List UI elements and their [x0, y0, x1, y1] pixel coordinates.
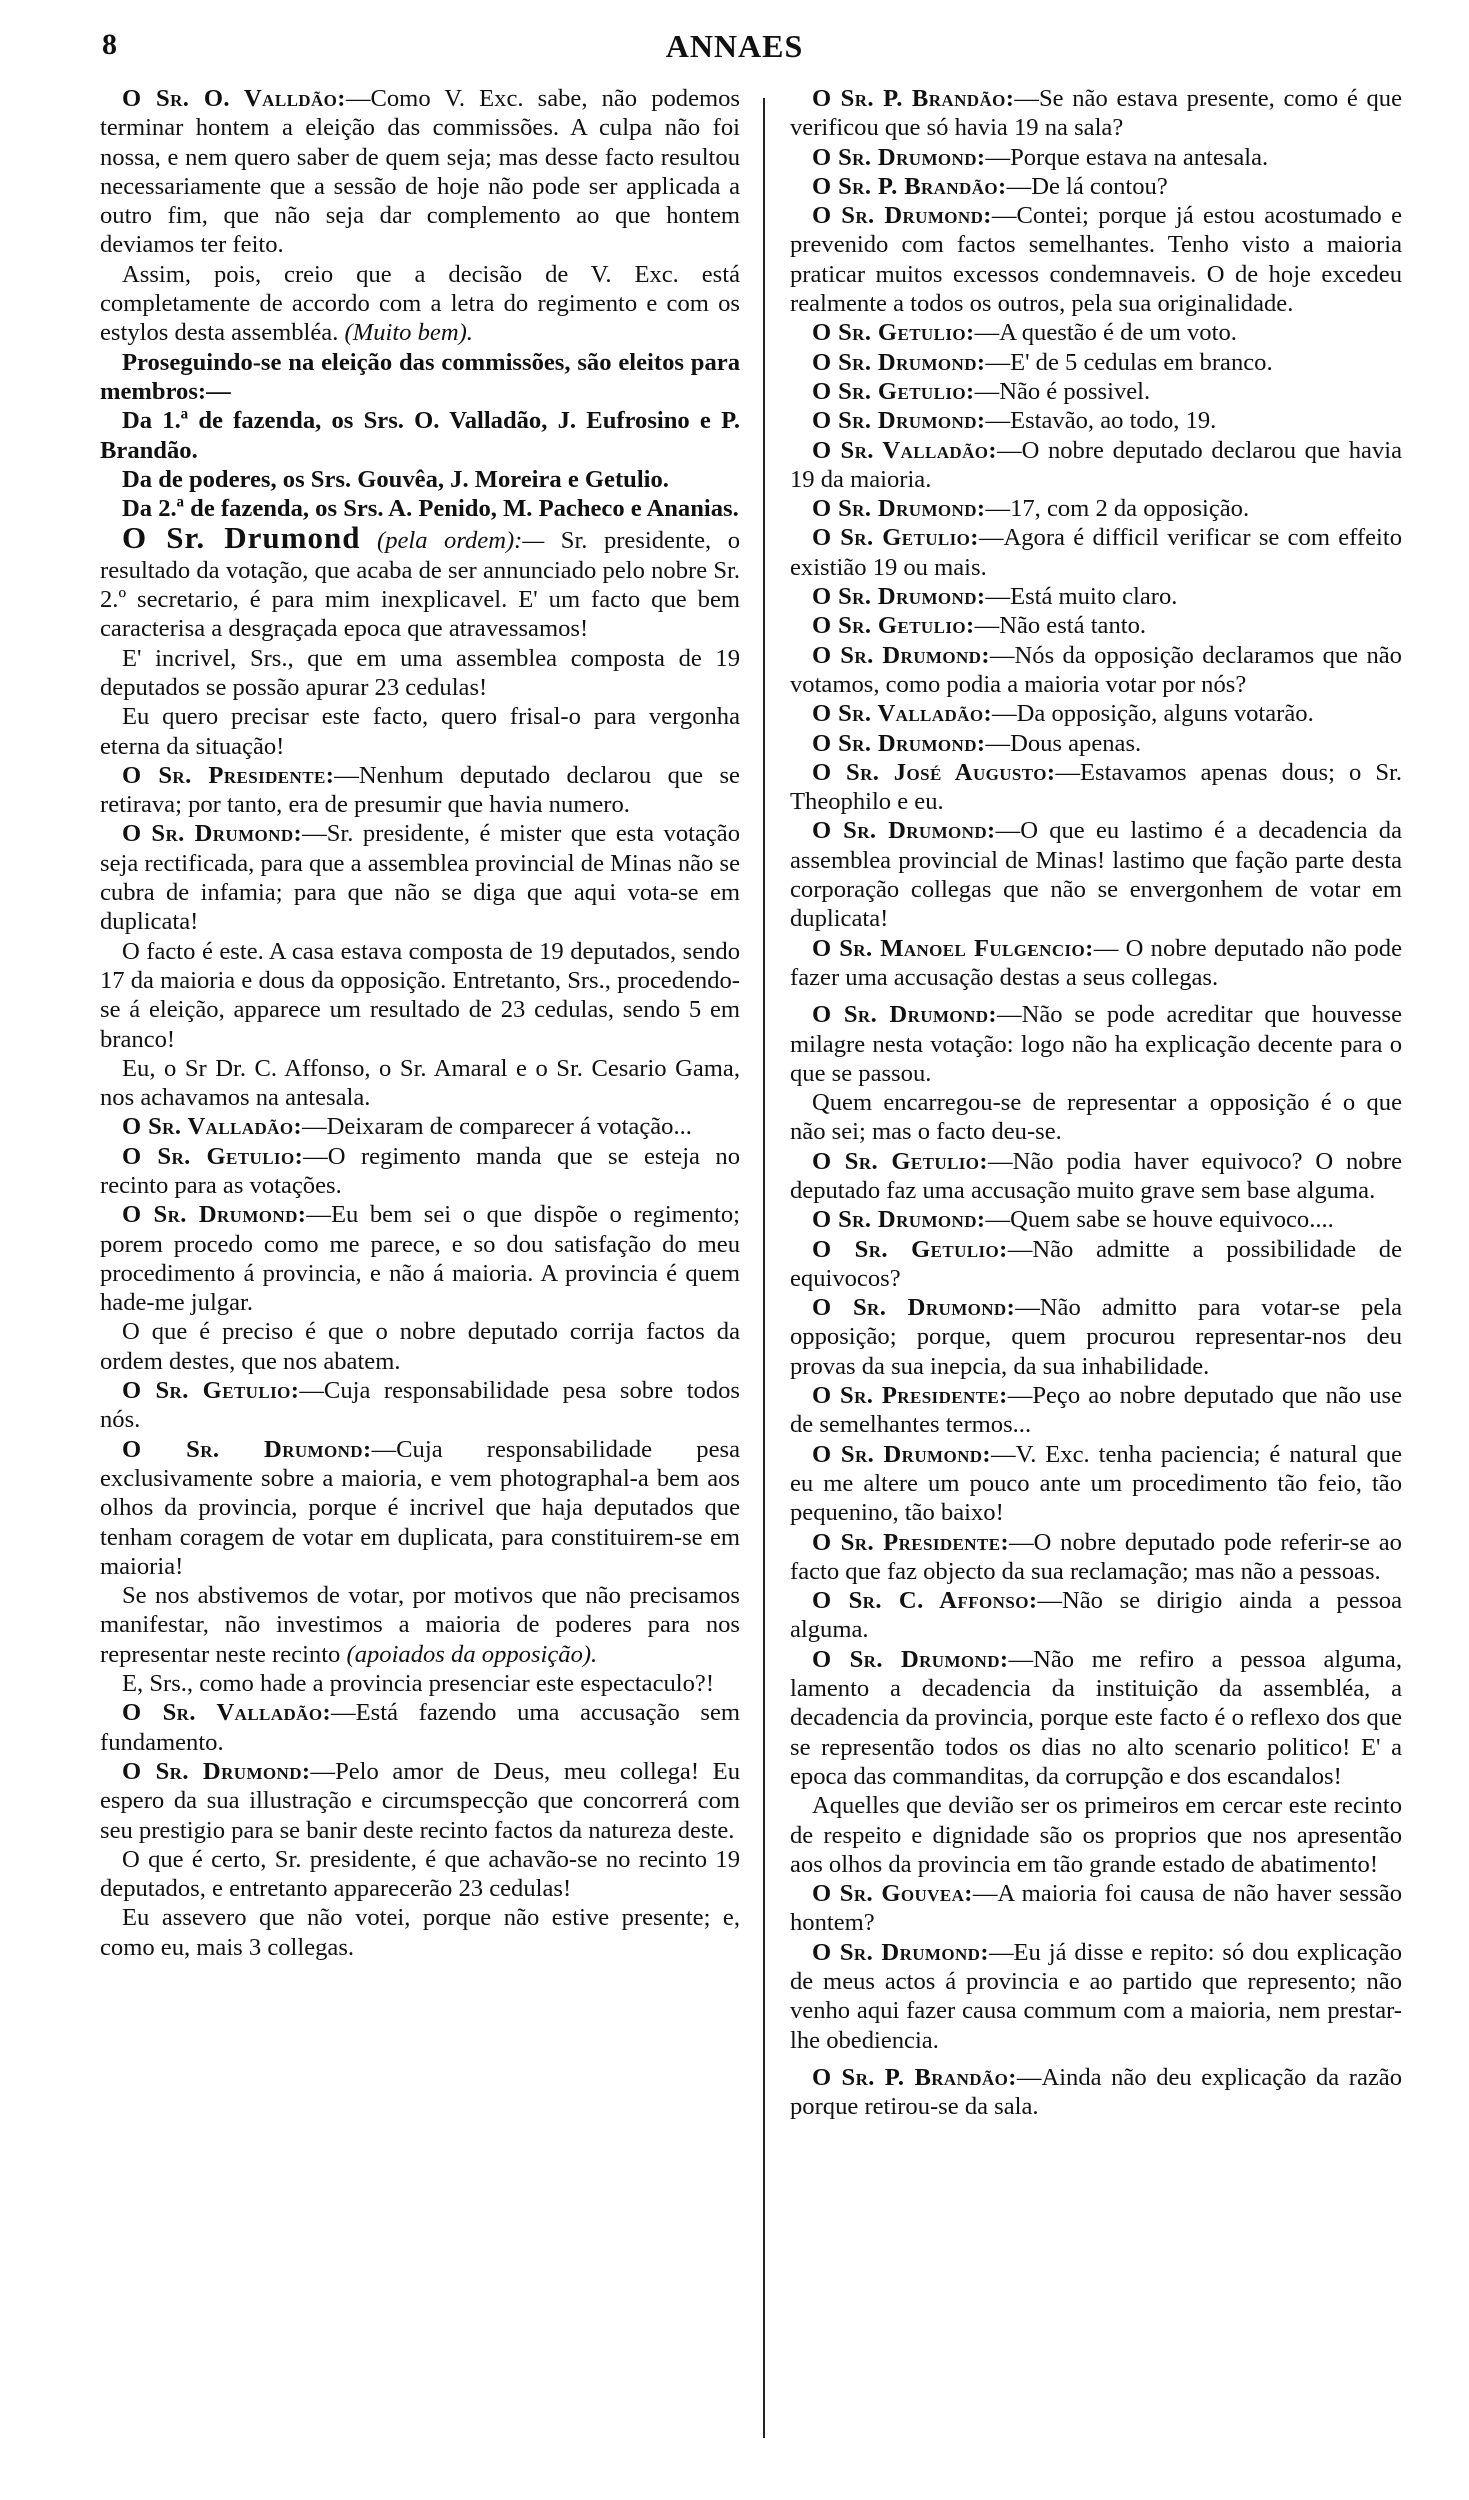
left-column — [100, 84, 740, 1962]
speaker-name: O Sr. Getulio: — [122, 1142, 304, 1170]
speaker-name: O Sr. Drumond: — [812, 348, 986, 376]
speaker-name: O Sr. Drumond: — [122, 1201, 307, 1229]
speech-text: E' incrivel, Srs., que em uma assemblea composta de 19 deputados se possão apurar 23 cedulas! — [100, 644, 740, 701]
paragraph — [100, 1698, 740, 1757]
paragraph — [790, 1293, 1402, 1381]
speaker-name: O Sr. Drumond: — [122, 1757, 311, 1785]
paragraph — [790, 1000, 1402, 1088]
speaker-name: O Sr. Presidente: — [812, 1528, 1010, 1556]
paragraph — [790, 729, 1402, 758]
speaker-name: O Sr. Drumond: — [812, 143, 986, 171]
paragraph — [790, 318, 1402, 347]
paragraph — [100, 1200, 740, 1317]
speaker-name: O Sr. Drumond: — [122, 1435, 372, 1463]
speaker-name: O Sr. Getulio: — [812, 524, 979, 552]
paragraph — [100, 260, 740, 348]
paragraph — [790, 1791, 1402, 1879]
speaker-name: O Sr. Drumond: — [812, 583, 986, 611]
paragraph — [790, 494, 1402, 523]
paragraph — [790, 406, 1402, 435]
speech-text: —Estavão, ao todo, 19. — [985, 407, 1217, 435]
speech-text: —O regimento manda que se esteja no recinto para as votações. — [100, 1142, 740, 1199]
speaker-name: O Sr. P. Brandão: — [812, 172, 1007, 200]
speech-text: Eu, o Sr Dr. C. Affonso, o Sr. Amaral e o Sr. Cesario Gama, nos achavamos na antesala. — [100, 1054, 740, 1112]
paragraph — [100, 1112, 740, 1141]
speech-text: —Não admitto para votar-se pela opposição; porque, quem procurou representar-nos deu provas da sua inepcia, da sua inhabilidade. — [790, 1294, 1402, 1380]
speech-text: Assim, pois, creio que a decisão de V. Exc. está completamente de accordo com a letra do regimento e com os estylos desta assembléa. — [100, 260, 740, 347]
speech-text: —Contei; porque já estou acostumado e prevenido com factos semelhantes. Tenho visto a maioria praticar muitos excessos condemnaveis. O de hoje excedeu realmente a todos os outros, pela sua originalidade. — [790, 202, 1402, 318]
speaker-name: O Sr. Getulio: — [812, 319, 975, 347]
paragraph — [790, 84, 1402, 143]
paragraph — [790, 1938, 1402, 2055]
speaker-name: O Sr. Drumond — [122, 520, 361, 556]
speech-text: —Não está tanto. — [974, 612, 1147, 640]
speech-text: —E' de 5 cedulas em branco. — [985, 348, 1273, 376]
speaker-name: O Sr. Drumond: — [812, 1206, 986, 1234]
speech-text: —Dous apenas. — [985, 729, 1142, 757]
speech-text: —Nenhum deputado declarou que se retirava; por tanto, era de presumir que havia numero. — [100, 761, 740, 819]
speech-text: —Não admitte a possibilidade de equivocos? — [790, 1235, 1402, 1292]
speech-text: —V. Exc. tenha paciencia; é natural que eu me altere um pouco ante um procedimento tão feio, tão pequenino, tão baixo! — [790, 1440, 1402, 1527]
speech-text: —Não se pode acreditar que houvesse milagre nesta votação: logo não ha explicação decente para o que se passou. — [790, 1001, 1402, 1087]
speaker-name: O Sr. Presidente: — [122, 761, 335, 789]
paragraph — [100, 1581, 740, 1669]
speaker-name: O Sr. Drumond: — [122, 820, 303, 848]
speech-text: —Não se dirigio ainda a pessoa alguma. — [790, 1587, 1402, 1644]
speech-text: Se nos abstivemos de votar, por motivos que não precisamos manifestar, não investimos a maioria de poderes para nos representar neste recinto — [100, 1582, 740, 1668]
paragraph — [100, 644, 740, 703]
paragraph — [790, 1235, 1402, 1294]
speech-text: —Eu já disse e repito: só dou explicação de meus actos á provincia e ao partido que represento; não venho aqui fazer causa commum com a maioria, nem prestar-lhe obediencia. — [790, 1938, 1402, 2054]
paragraph — [100, 520, 740, 643]
speaker-name: O Sr. Drumond: — [812, 817, 996, 845]
page-header — [0, 22, 1469, 78]
speech-text: —Porque estava na antesala. — [985, 143, 1269, 171]
speech-text: —Ainda não deu explicação da razão porque retirou-se da sala. — [790, 2063, 1403, 2121]
paragraph — [790, 1528, 1402, 1587]
inline-remark: (apoiados da opposição). — [346, 1640, 598, 1668]
paragraph — [790, 816, 1402, 933]
paragraph — [100, 1317, 740, 1376]
speaker-name: O Sr. Drumond: — [812, 1938, 989, 1966]
paragraph — [790, 1088, 1402, 1147]
paragraph — [100, 819, 740, 936]
speech-text: Eu assevero que não votei, porque não estive presente; e, como eu, mais 3 collegas. — [100, 1904, 740, 1961]
speech-text: —Pelo amor de Deus, meu collega! Eu espero da sua illustração e circumspecção que concorrerá com seu prestigio para se banir deste recinto factos da natureza deste. — [100, 1757, 740, 1844]
speaker-name: O Sr. Valladão: — [812, 436, 997, 464]
speaker-name: O Sr. Drumond: — [812, 1001, 997, 1029]
paragraph — [100, 761, 740, 820]
speaker-name: O Sr. Getulio: — [812, 377, 975, 405]
inline-remark: (Muito bem). — [344, 319, 473, 347]
speaker-name: O Sr. Drumond: — [812, 729, 986, 757]
paragraph — [100, 1435, 740, 1581]
speech-text: —O nobre deputado pode referir-se ao facto que faz objecto da sua reclamação; mas não a pessoas. — [790, 1528, 1402, 1585]
speech-text: E, Srs., como hade a provincia presenciar este espectaculo?! — [122, 1670, 715, 1698]
speech-text: —Como V. Exc. sabe, não podemos terminar hontem a eleição das commissões. A culpa não foi nossa, e nem quero saber de quem seja; mas desse facto resultou necessariamente que a sessão de hoje não pode ser applicada a outro fim, que não seja dar complemento ao que hontem deviamos ter feito. — [100, 85, 740, 259]
speech-text: O que é certo, Sr. presidente, é que achavão-se no recinto 19 deputados, e entretanto apparecerão 23 cedulas! — [100, 1845, 740, 1903]
speech-text: Sr. presidente, o resultado da votação, que acaba de ser annunciado pelo nobre Sr. 2.º secretario, é para mim inexplicavel. E' um facto que bem caracterisa a desgraçada epoca que atravessamos! — [100, 527, 740, 643]
page-number: 8 — [102, 28, 117, 61]
speech-text: —O que eu lastimo é a decadencia da assemblea provincial de Minas! lastimo que fação parte desta corporação collegas que não se envergonhem de votar em duplicata! — [790, 817, 1402, 933]
paragraph — [100, 1903, 740, 1962]
speaker-name: O Sr. C. Affonso: — [812, 1587, 1038, 1615]
speech-text: Da de poderes, os Srs. Gouvêa, J. Moreira e Getulio. — [122, 465, 669, 493]
speaker-name: O Sr. Drumond: — [812, 1294, 1016, 1322]
paragraph — [100, 1669, 740, 1698]
speech-text: —Quem sabe se houve equivoco.... — [985, 1206, 1334, 1234]
column-divider — [763, 98, 765, 2438]
speaker-name: O Sr. Manoel Fulgencio: — [812, 934, 1094, 962]
speech-text: —Agora é difficil verificar se com effeito existião 19 ou mais. — [790, 524, 1402, 581]
speech-text: Aquelles que devião ser os primeiros em cercar este recinto de respeito e dignidade são os proprios que nos apresentão aos olhos da provincia em tão grande estado de abatimento! — [790, 1792, 1402, 1878]
speaker-name: O Sr. Valladão: — [812, 700, 993, 728]
paragraph — [100, 937, 740, 1054]
paragraph — [100, 1757, 740, 1845]
paragraph — [790, 1879, 1402, 1938]
speaker-name: O Sr. Getulio: — [812, 1235, 1008, 1263]
paragraph — [790, 201, 1402, 318]
paragraph — [100, 1054, 740, 1113]
speaker-name: O Sr. Gouvea: — [812, 1880, 973, 1908]
paragraph — [790, 1147, 1402, 1206]
speaker-name: O Sr. P. Brandão: — [812, 2063, 1017, 2091]
paragraph — [790, 377, 1402, 406]
paragraph — [790, 1645, 1402, 1791]
paragraph — [790, 1381, 1402, 1440]
speaker-name: O Sr. José Augusto: — [812, 758, 1056, 786]
speech-text: —Não me refiro a pessoa alguma, lamento a decadencia da instituição da assembléa, a decadencia da provincia, porque este facto é o reflexo dos que se representão todos os dias no alto scenario politico! E' a epoca das commanditas, da corrupção e dos escandalos! — [790, 1645, 1402, 1790]
speaker-name: O Sr. Drumond: — [812, 641, 990, 669]
paragraph — [790, 523, 1402, 582]
speech-text: —Cuja responsabilidade pesa exclusivamente sobre a maioria, e vem photographal-a bem aos olhos da provincia, porque é incrivel que haja deputados que tenham coragem de votar em duplicata, para constituirem-se em maioria! — [100, 1435, 740, 1580]
paragraph — [100, 406, 740, 465]
speaker-name: O Sr. Getulio: — [812, 1147, 989, 1175]
paragraph — [100, 465, 740, 494]
speech-text: Quem encarregou-se de representar a opposição é o que não sei; mas o facto deu-se. — [790, 1089, 1402, 1146]
speaker-name: O Sr. Drumond: — [812, 1440, 992, 1468]
speaker-name: O Sr. Drumond: — [812, 407, 986, 435]
paragraph — [790, 1205, 1402, 1234]
paragraph — [790, 934, 1402, 993]
speech-text: —Nós da opposição declaramos que não votamos, como podia a maioria votar por nós? — [790, 641, 1402, 698]
paragraph — [790, 1586, 1402, 1645]
paragraph — [790, 436, 1402, 495]
speaker-name: O Sr. Drumond: — [812, 495, 986, 523]
speech-text: —A questão é de um voto. — [974, 319, 1237, 347]
speaker-name: O Sr. Getulio: — [122, 1377, 300, 1405]
paragraph — [100, 348, 740, 407]
speaker-name: O Sr. Drumond: — [812, 1645, 1009, 1673]
speech-text: —Da opposição, alguns votarão. — [992, 700, 1314, 728]
speech-text: O que é preciso é que o nobre deputado corrija factos da ordem destes, que nos abatem. — [100, 1318, 740, 1375]
speech-text: Eu quero precisar este facto, quero frisal-o para vergonha eterna da situação! — [100, 703, 740, 760]
paragraph — [790, 582, 1402, 611]
paragraph — [100, 702, 740, 761]
paragraph — [100, 84, 740, 260]
paragraph — [100, 1142, 740, 1201]
paragraph — [790, 172, 1402, 201]
speech-text: —Estavamos apenas dous; o Sr. Theophilo e eu. — [790, 758, 1403, 816]
speech-text: —A maioria foi causa de não haver sessão hontem? — [790, 1880, 1402, 1937]
running-title: ANNAES — [665, 28, 804, 64]
speech-text: —Não podia haver equivoco? O nobre deputado faz uma accusação muito grave sem base alguma. — [790, 1147, 1402, 1204]
paragraph — [100, 1376, 740, 1435]
speech-text: —De lá contou? — [1006, 172, 1168, 200]
paragraph — [790, 1440, 1402, 1528]
speaker-note: (pela ordem):— — [377, 527, 545, 555]
speech-text: —Não é possivel. — [974, 377, 1151, 405]
speech-text: Da 1.ª de fazenda, os Srs. O. Valladão, J. Eufrosino e P. Brandão. — [100, 407, 740, 464]
speaker-name: O Sr. Drumond: — [812, 202, 992, 230]
paragraph — [790, 143, 1402, 172]
paragraph — [790, 699, 1402, 728]
speaker-name: O Sr. O. Valldão: — [122, 85, 346, 112]
paragraph — [790, 2063, 1402, 2122]
speaker-name: O Sr. P. Brandão: — [812, 85, 1015, 112]
paragraph — [790, 641, 1402, 700]
paragraph — [100, 494, 740, 523]
speaker-name: O Sr. Valladão: — [122, 1699, 332, 1727]
paragraph — [790, 611, 1402, 640]
speech-text: —Eu bem sei o que dispõe o regimento; porem procedo como me parece, e so dou satisfação do meu procedimento á provincia, e não á maioria. A provincia é quem hade-me julgar. — [100, 1201, 740, 1317]
speech-text: Da 2.ª de fazenda, os Srs. A. Penido, M. Pacheco e Ananias. — [122, 495, 739, 523]
speech-text: —Cuja responsabilidade pesa sobre todos nós. — [100, 1377, 740, 1434]
right-column — [790, 84, 1402, 2121]
speech-text: —Deixaram de comparecer á votação... — [302, 1113, 692, 1141]
speech-text: —Se não estava presente, como é que verificou que só havia 19 na sala? — [790, 85, 1403, 142]
speech-text: —Peço ao nobre deputado que não use de semelhantes termos... — [790, 1382, 1402, 1439]
speaker-name: O Sr. Getulio: — [812, 612, 975, 640]
speech-text: Proseguindo-se na eleição das commissões, são eleitos para membros:— — [100, 348, 740, 405]
speech-text: — O nobre deputado não pode fazer uma accusação destas a seus collegas. — [790, 934, 1402, 991]
speaker-name: O Sr. Presidente: — [812, 1382, 1008, 1410]
speech-text: —O nobre deputado declarou que havia 19 da maioria. — [790, 436, 1402, 493]
speaker-name: O Sr. Valladão: — [122, 1113, 303, 1141]
speech-text: —Está fazendo uma accusação sem fundamento. — [100, 1699, 741, 1756]
paragraph — [790, 758, 1402, 817]
paragraph — [790, 348, 1402, 377]
paragraph — [100, 1845, 740, 1904]
speech-text: O facto é este. A casa estava composta de 19 deputados, sendo 17 da maioria e dous da opposição. Entretanto, Srs., procedendo-se á eleição, apparece um resultado de 23 cedulas, sendo 5 em branco! — [100, 937, 740, 1053]
speech-text: —Sr. presidente, é mister que esta votação seja rectificada, para que a assemblea provincial de Minas não se cubra de infamia; para que não se diga que aqui vota-se em duplicata! — [100, 820, 740, 936]
speech-text: —17, com 2 da opposição. — [985, 495, 1250, 523]
speech-text: —Está muito claro. — [985, 583, 1178, 611]
